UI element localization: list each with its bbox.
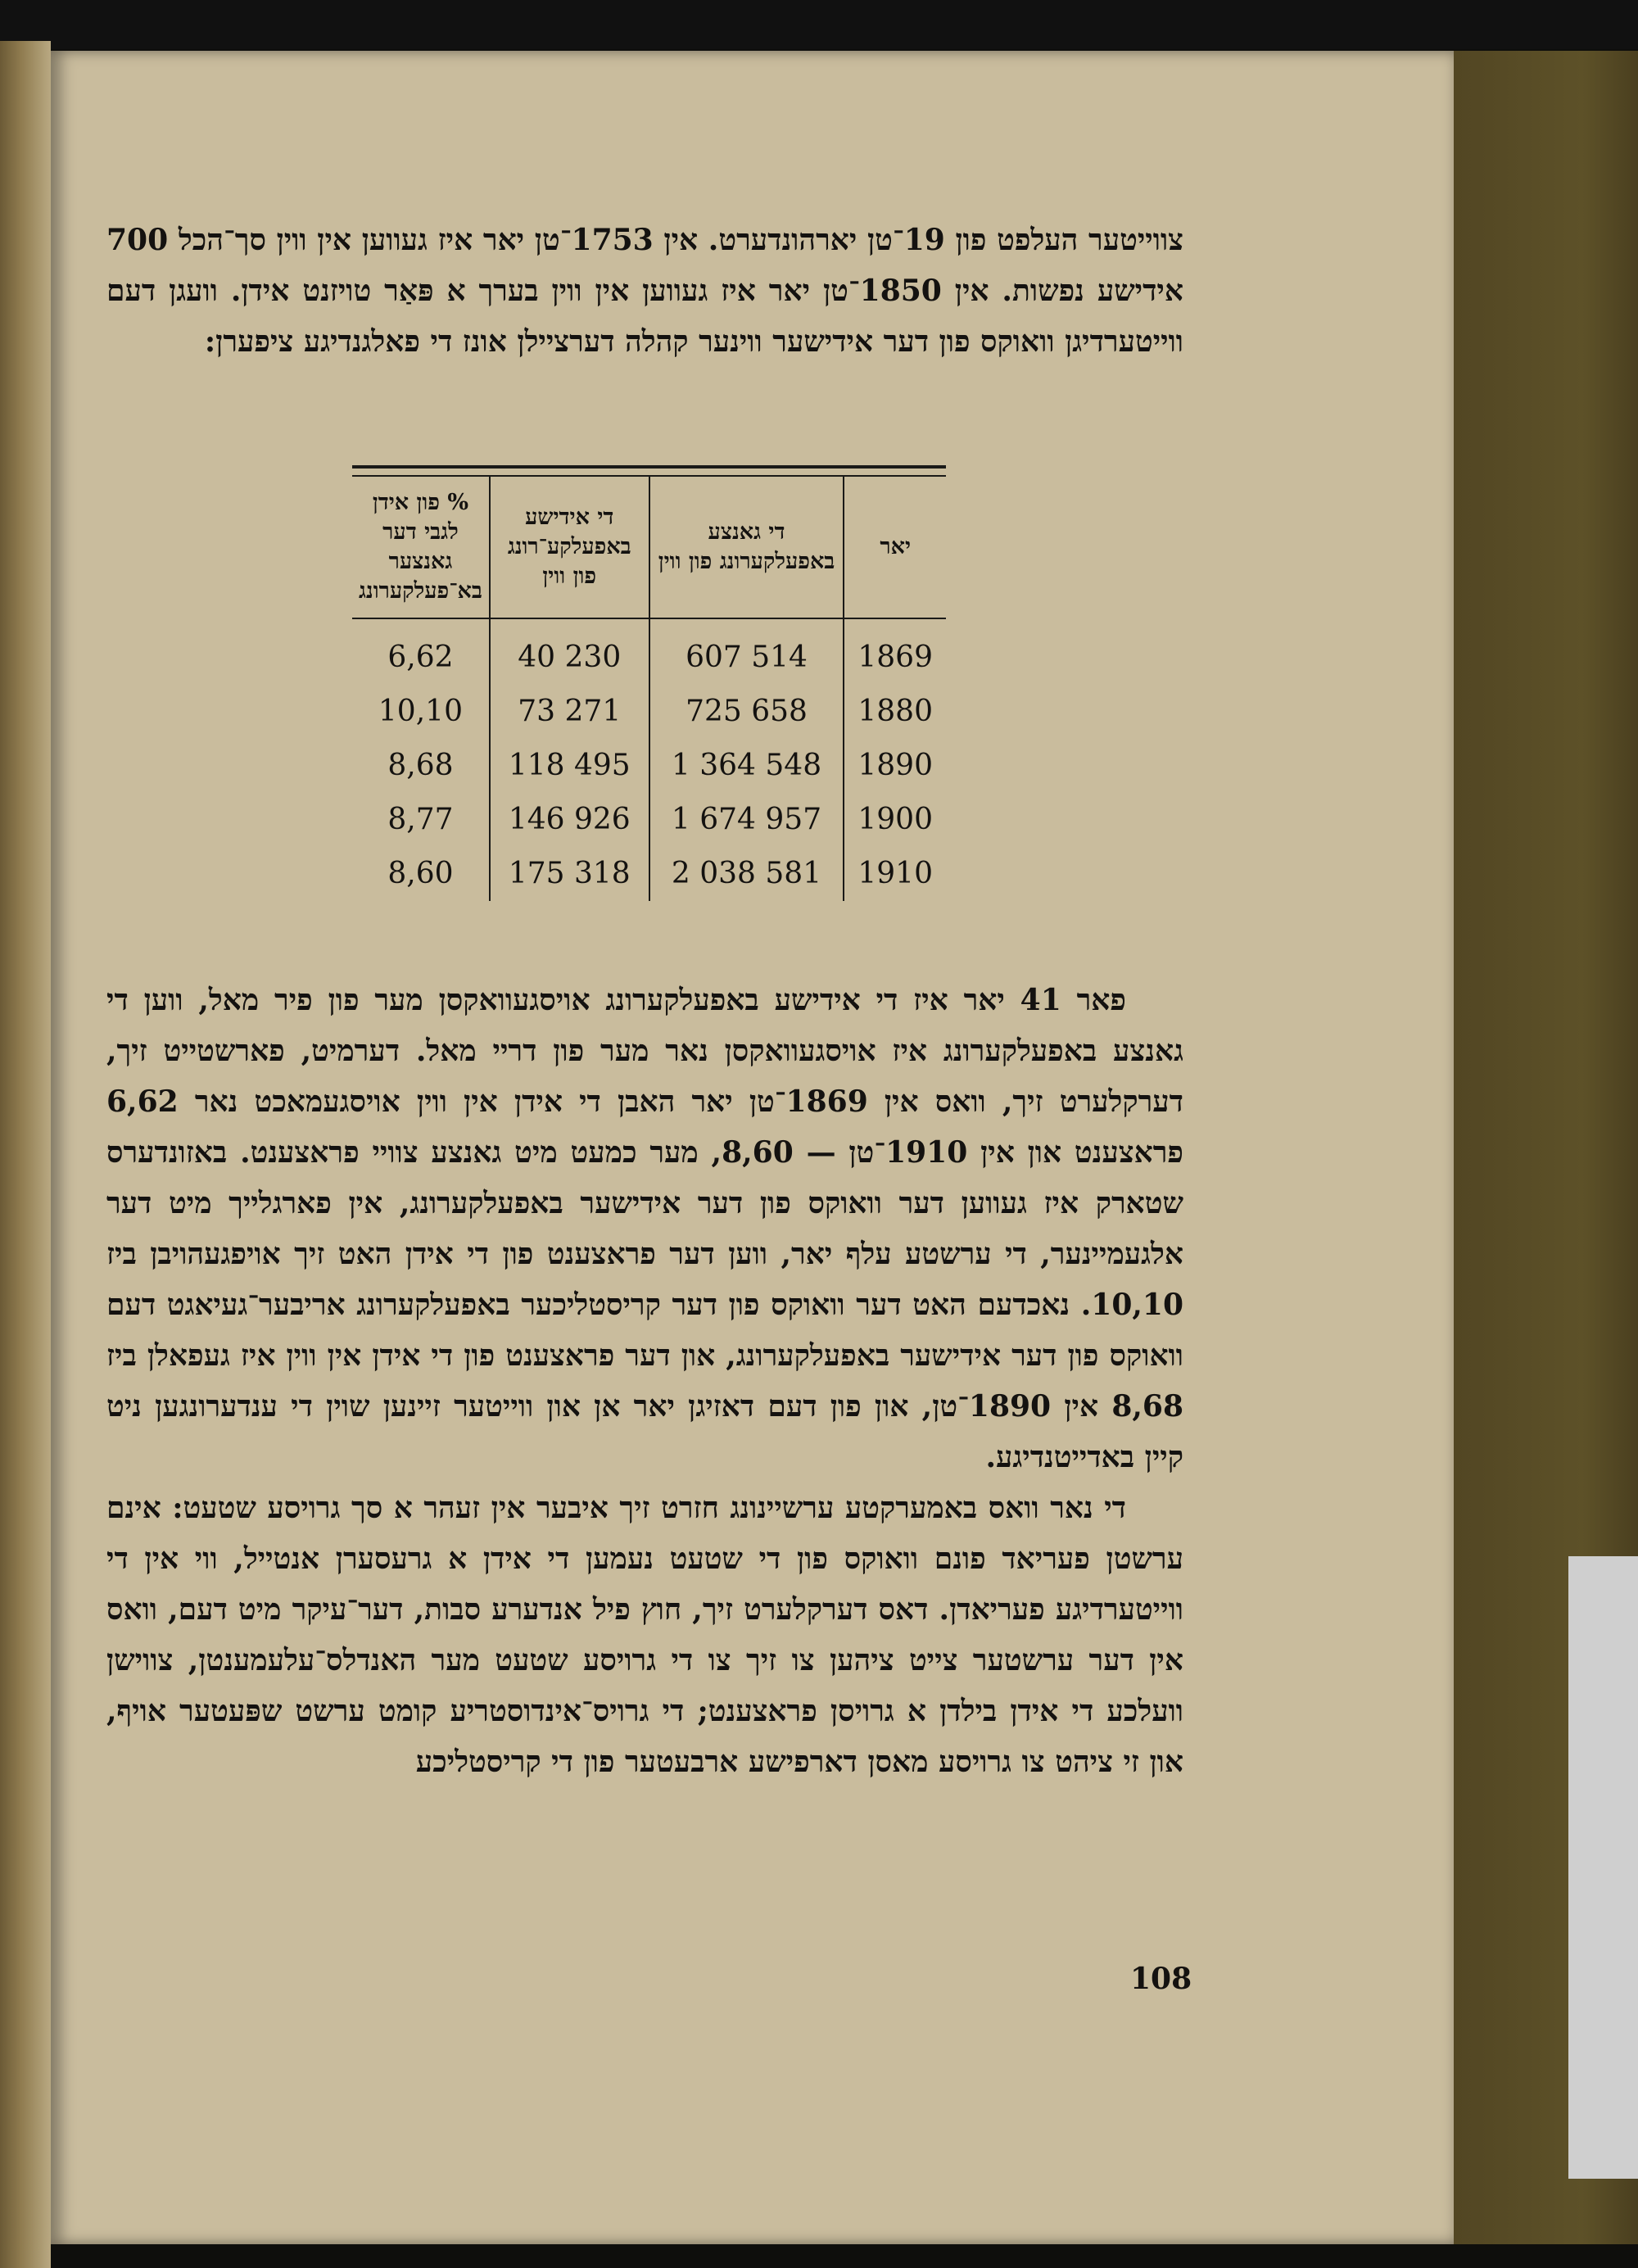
cell-percent: 10,10 <box>378 695 463 728</box>
cell-total: 607 514 <box>649 618 844 685</box>
population-table <box>352 465 946 901</box>
table-row <box>352 793 946 847</box>
table-header-row <box>352 477 946 618</box>
cell-total: 2 038 581 <box>649 847 844 901</box>
cell-jewish: 118 495 <box>490 739 649 793</box>
cell-year: 1900 <box>844 793 946 847</box>
cell-total: 725 658 <box>649 685 844 739</box>
table-row <box>352 847 946 901</box>
cell-percent: 8,68 <box>387 749 454 782</box>
cell-jewish: 146 926 <box>490 793 649 847</box>
paragraph-intro: צווייטער העלפט פון 19־טן יארהונדערט. אין 1753־טן יאר איז געווען אין ווין סך־הכל 700 אידישע נפשות. אין 1850־טן יאר איז געווען אין ווין בערך א פּאַר טויזנט אידן. וועגן דעם ווייטערדיגן וואוקס פון דער אידישער ווינער קהלה דערציילן אונז די פאלגנדיגע ציפערן: <box>106 223 1184 359</box>
cell-total: 1 364 548 <box>649 739 844 793</box>
scan-top-strip <box>0 0 1638 49</box>
cell-jewish: 40 230 <box>490 618 649 685</box>
cell-year: 1910 <box>844 847 946 901</box>
page-number: 108 <box>1130 1962 1192 1996</box>
paragraph-phenomenon: די נאר וואס באמערקטע ערשיינונג חזרט זיך איבער אין זעהר א סך גרויסע שטעט: אינם ערשטן פעריאד פונם וואוקס פון די שטעט נעמען די אידן א גרעסערן אנטייל, ווי אין די ווייטערדיגע פעריאדן. דאס דערקלערט זיך, חוץ פיל אנדערע סבות, דער־עיקר מיט דעם, וואס אין דער ערשטער צייט ציהען צו זיך צו די גרויסע שטעט מער האנדלס־עלעמענטן, צווישן וועלכע די אידן בילדן א גרויסן פראצענט; די גרויס־אינדוסטריע קומט ערשט שפּעטער אויף, און זי ציהט צו גרויסע מאסן דארפישע ארבעטער פון די קריסטליכע <box>106 1491 1183 1779</box>
paragraph-growth: פאר 41 יאר איז די אידישע באפעלקערונג אויסגעוואקסן מער פון פיר מאל, ווען די גאנצע באפעלקערונג איז אויסגעוואקסן נאר מער פון דריי מאל. דערמיט, פארשטייט זיך, דערקלערט זיך, וואס אין 1869־טן יאר האבן די אידן אין ווין אויסגעמאכט נאר 6,62 פראצענט און אין 1910־טן — 8,60, מער כמעט מיט גאנצע צוויי פראצענט. באזונדערס שטארק איז געווען דער וואוקס פון דער אידישער באפעלקערונג, אין פארגלייך מיט דער אלגעמיינער, די ערשטע עלף יאר, ווען דער פראצענט פון די אידן האט זיך אויפגעהויבן ביז 10,10. נאכדעם האט דער וואוקס פון דער קריסטליכער באפעלקערונג אריבער־געיאגט דעם וואוקס פון דער אידישער באפעלקערונג, און דער פראצענט פון די אידן אין ווין איז געפאלן ביז 8,68 אין 1890־טן, און פון דעם דאזיגן יאר אן און ווייטער זיינען שוין די ענדערונגען ניט קיין באדייטנדיגע. <box>106 983 1183 1474</box>
cell-jewish: 175 318 <box>490 847 649 901</box>
bottom-text-block <box>106 975 1183 1787</box>
header-jewish-population: די אידישע באפעלקע־רונג פון ווין <box>490 477 649 618</box>
cell-year: 1869 <box>844 618 946 685</box>
top-text-block <box>106 215 1183 367</box>
cell-total: 1 674 957 <box>649 793 844 847</box>
data-table <box>352 477 946 901</box>
table-row <box>352 685 946 739</box>
cell-year: 1880 <box>844 685 946 739</box>
table-row <box>352 739 946 793</box>
left-page-edge <box>0 41 51 2268</box>
table-row <box>352 618 946 685</box>
cell-percent: 6,62 <box>387 641 454 674</box>
header-percent-jews: % פון אידן לגבי דער גאנצער בא־פעלקערונג <box>352 477 490 618</box>
cell-percent: 8,77 <box>387 803 454 836</box>
cell-percent: 8,60 <box>387 857 454 890</box>
right-cover-board <box>1568 1556 1638 2179</box>
header-year: יאר <box>844 477 946 618</box>
table-top-rule <box>352 465 946 469</box>
header-total-population: די גאנצע באפעלקערונג פון ווין <box>649 477 844 618</box>
cell-year: 1890 <box>844 739 946 793</box>
cell-jewish: 73 271 <box>490 685 649 739</box>
